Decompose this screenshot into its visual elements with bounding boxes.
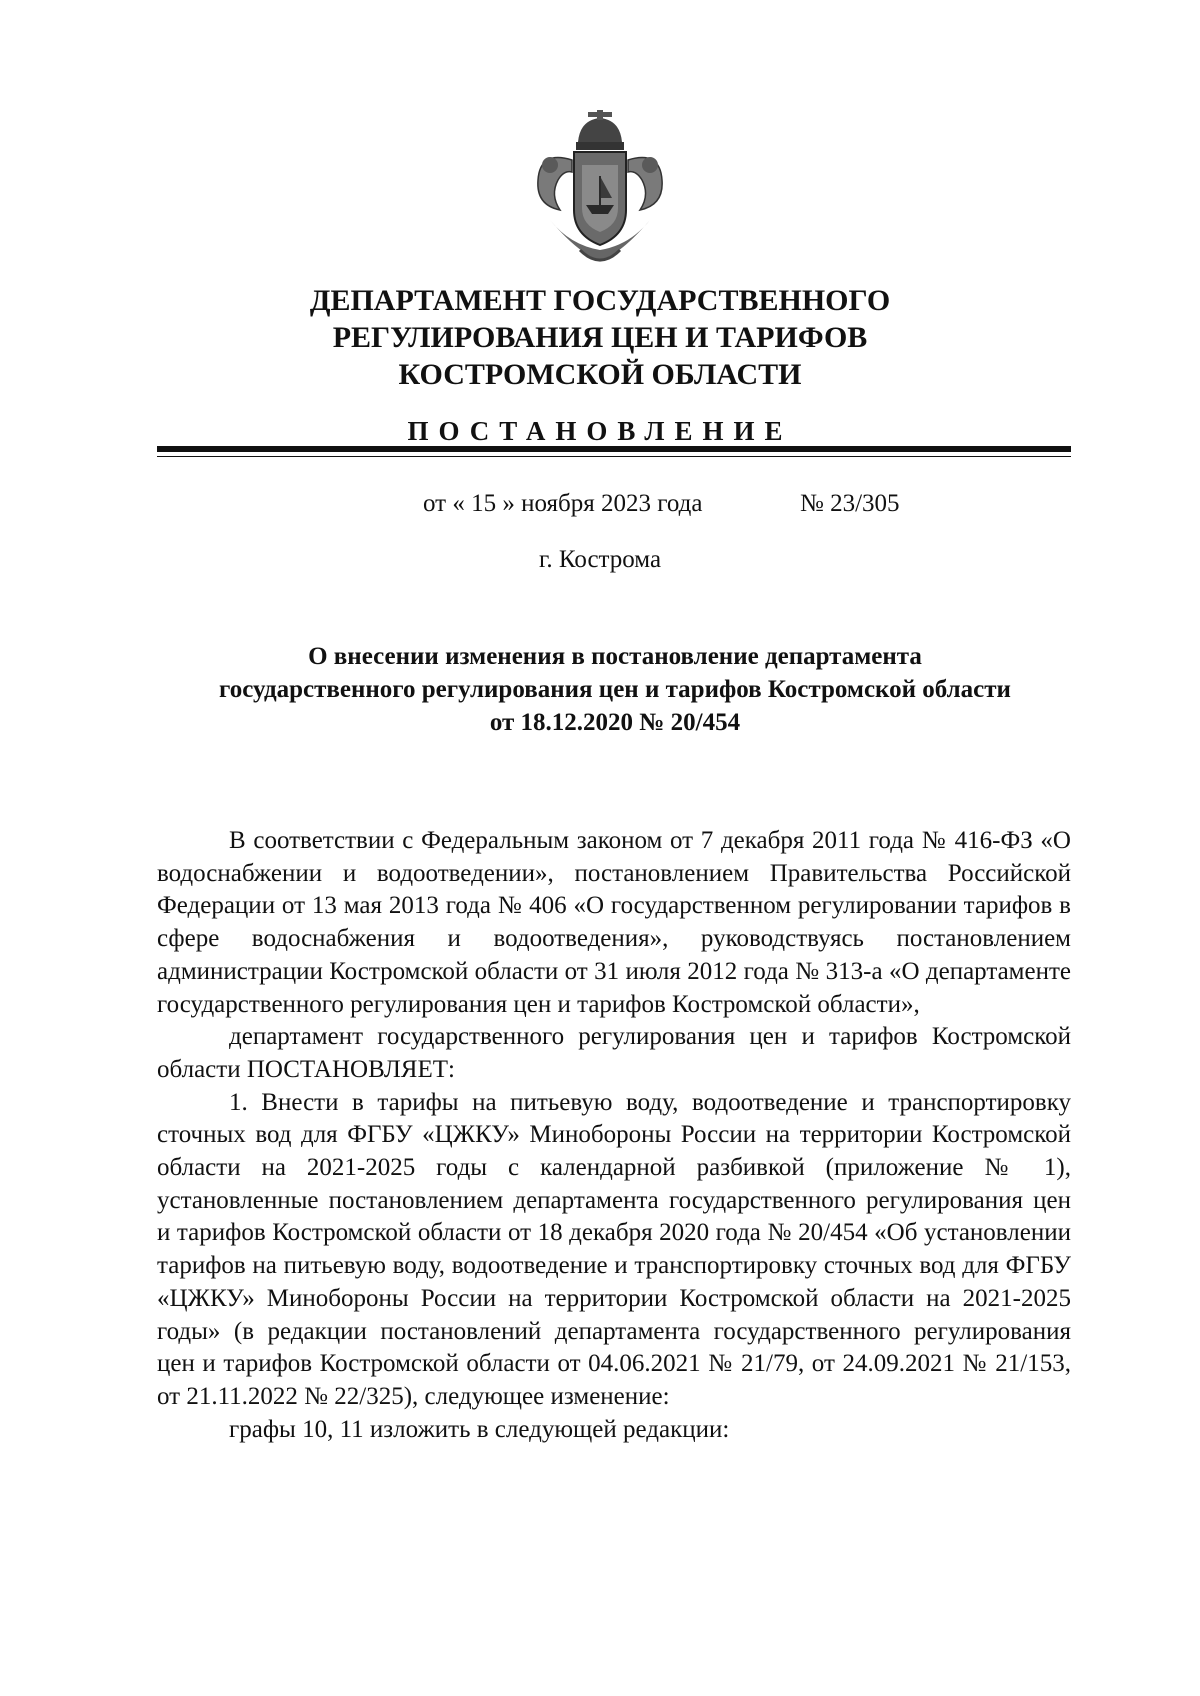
date-number-line (0, 486, 1200, 522)
body-paragraph: графы 10, 11 изложить в следующей редакции: (229, 1415, 730, 1443)
body-paragraph: департамент государственного регулирования цен и тарифов Костромской области ПОСТАНОВЛЯЕТ: (157, 1023, 1071, 1083)
department-line: РЕГУЛИРОВАНИЯ ЦЕН И ТАРИФОВ (332, 321, 868, 354)
document-date: от « 15 » ноября 2023 года (423, 490, 703, 517)
department-line: ДЕПАРТАМЕНТ ГОСУДАРСТВЕННОГО (309, 284, 891, 317)
document-body (157, 825, 1071, 1446)
header-divider-thin (157, 456, 1071, 457)
department-line: КОСТРОМСКОЙ ОБЛАСТИ (398, 358, 802, 391)
body-paragraph: 1. Внести в тарифы на питьевую воду, водоотведение и транспортировку сточных вод для ФГБУ «ЦЖКУ» Минобороны России на территории Костромской области на 2021-2025 годы с календарной разбивкой (приложение № 1), установленные постановлением департамента государственного регулирования цен и тарифов Костромской области от 18 декабря 2020 года № 20/454 «Об установлении тарифов на питьевую воду, водоотведение и транспортировку сточных вод для ФГБУ «ЦЖКУ» Минобороны России на территории Костромской области на 2021-2025 годы» (в редакции постановлений департамента государственного регулирования цен и тарифов Костромской области от 04.06.2021 № 21/79, от 24.09.2021 № 21/153, от 21.11.2022 № 22/325), следующее изменение: (157, 1088, 1071, 1410)
body-paragraph: В соответствии с Федеральным законом от 7 декабря 2011 года № 416-ФЗ «О водоснабжении и водоотведении», постановлением Правительства Российской Федерации от 13 мая 2013 года № 406 «О государственном регулировании тарифов в сфере водоснабжения и водоотведения», руководствуясь постановлением администрации Костромской области от 31 июля 2012 года № 313-а «О департаменте государственного регулирования цен и тарифов Костромской области», (157, 827, 1071, 1018)
title-line: государственного регулирования цен и тарифов Костромской области (219, 676, 1011, 703)
document-number: № 23/305 (800, 490, 900, 517)
department-name (0, 282, 1200, 393)
title-line: от 18.12.2020 № 20/454 (489, 709, 741, 736)
title-line: О внесении изменения в постановление департамента (308, 643, 922, 670)
header-divider-thick (157, 446, 1071, 452)
kostroma-coat-of-arms-icon (520, 110, 680, 270)
document-city: г. Кострома (538, 546, 662, 573)
document-title (150, 640, 1080, 739)
document-type: ПОСТАНОВЛЕНИЕ (407, 416, 793, 446)
